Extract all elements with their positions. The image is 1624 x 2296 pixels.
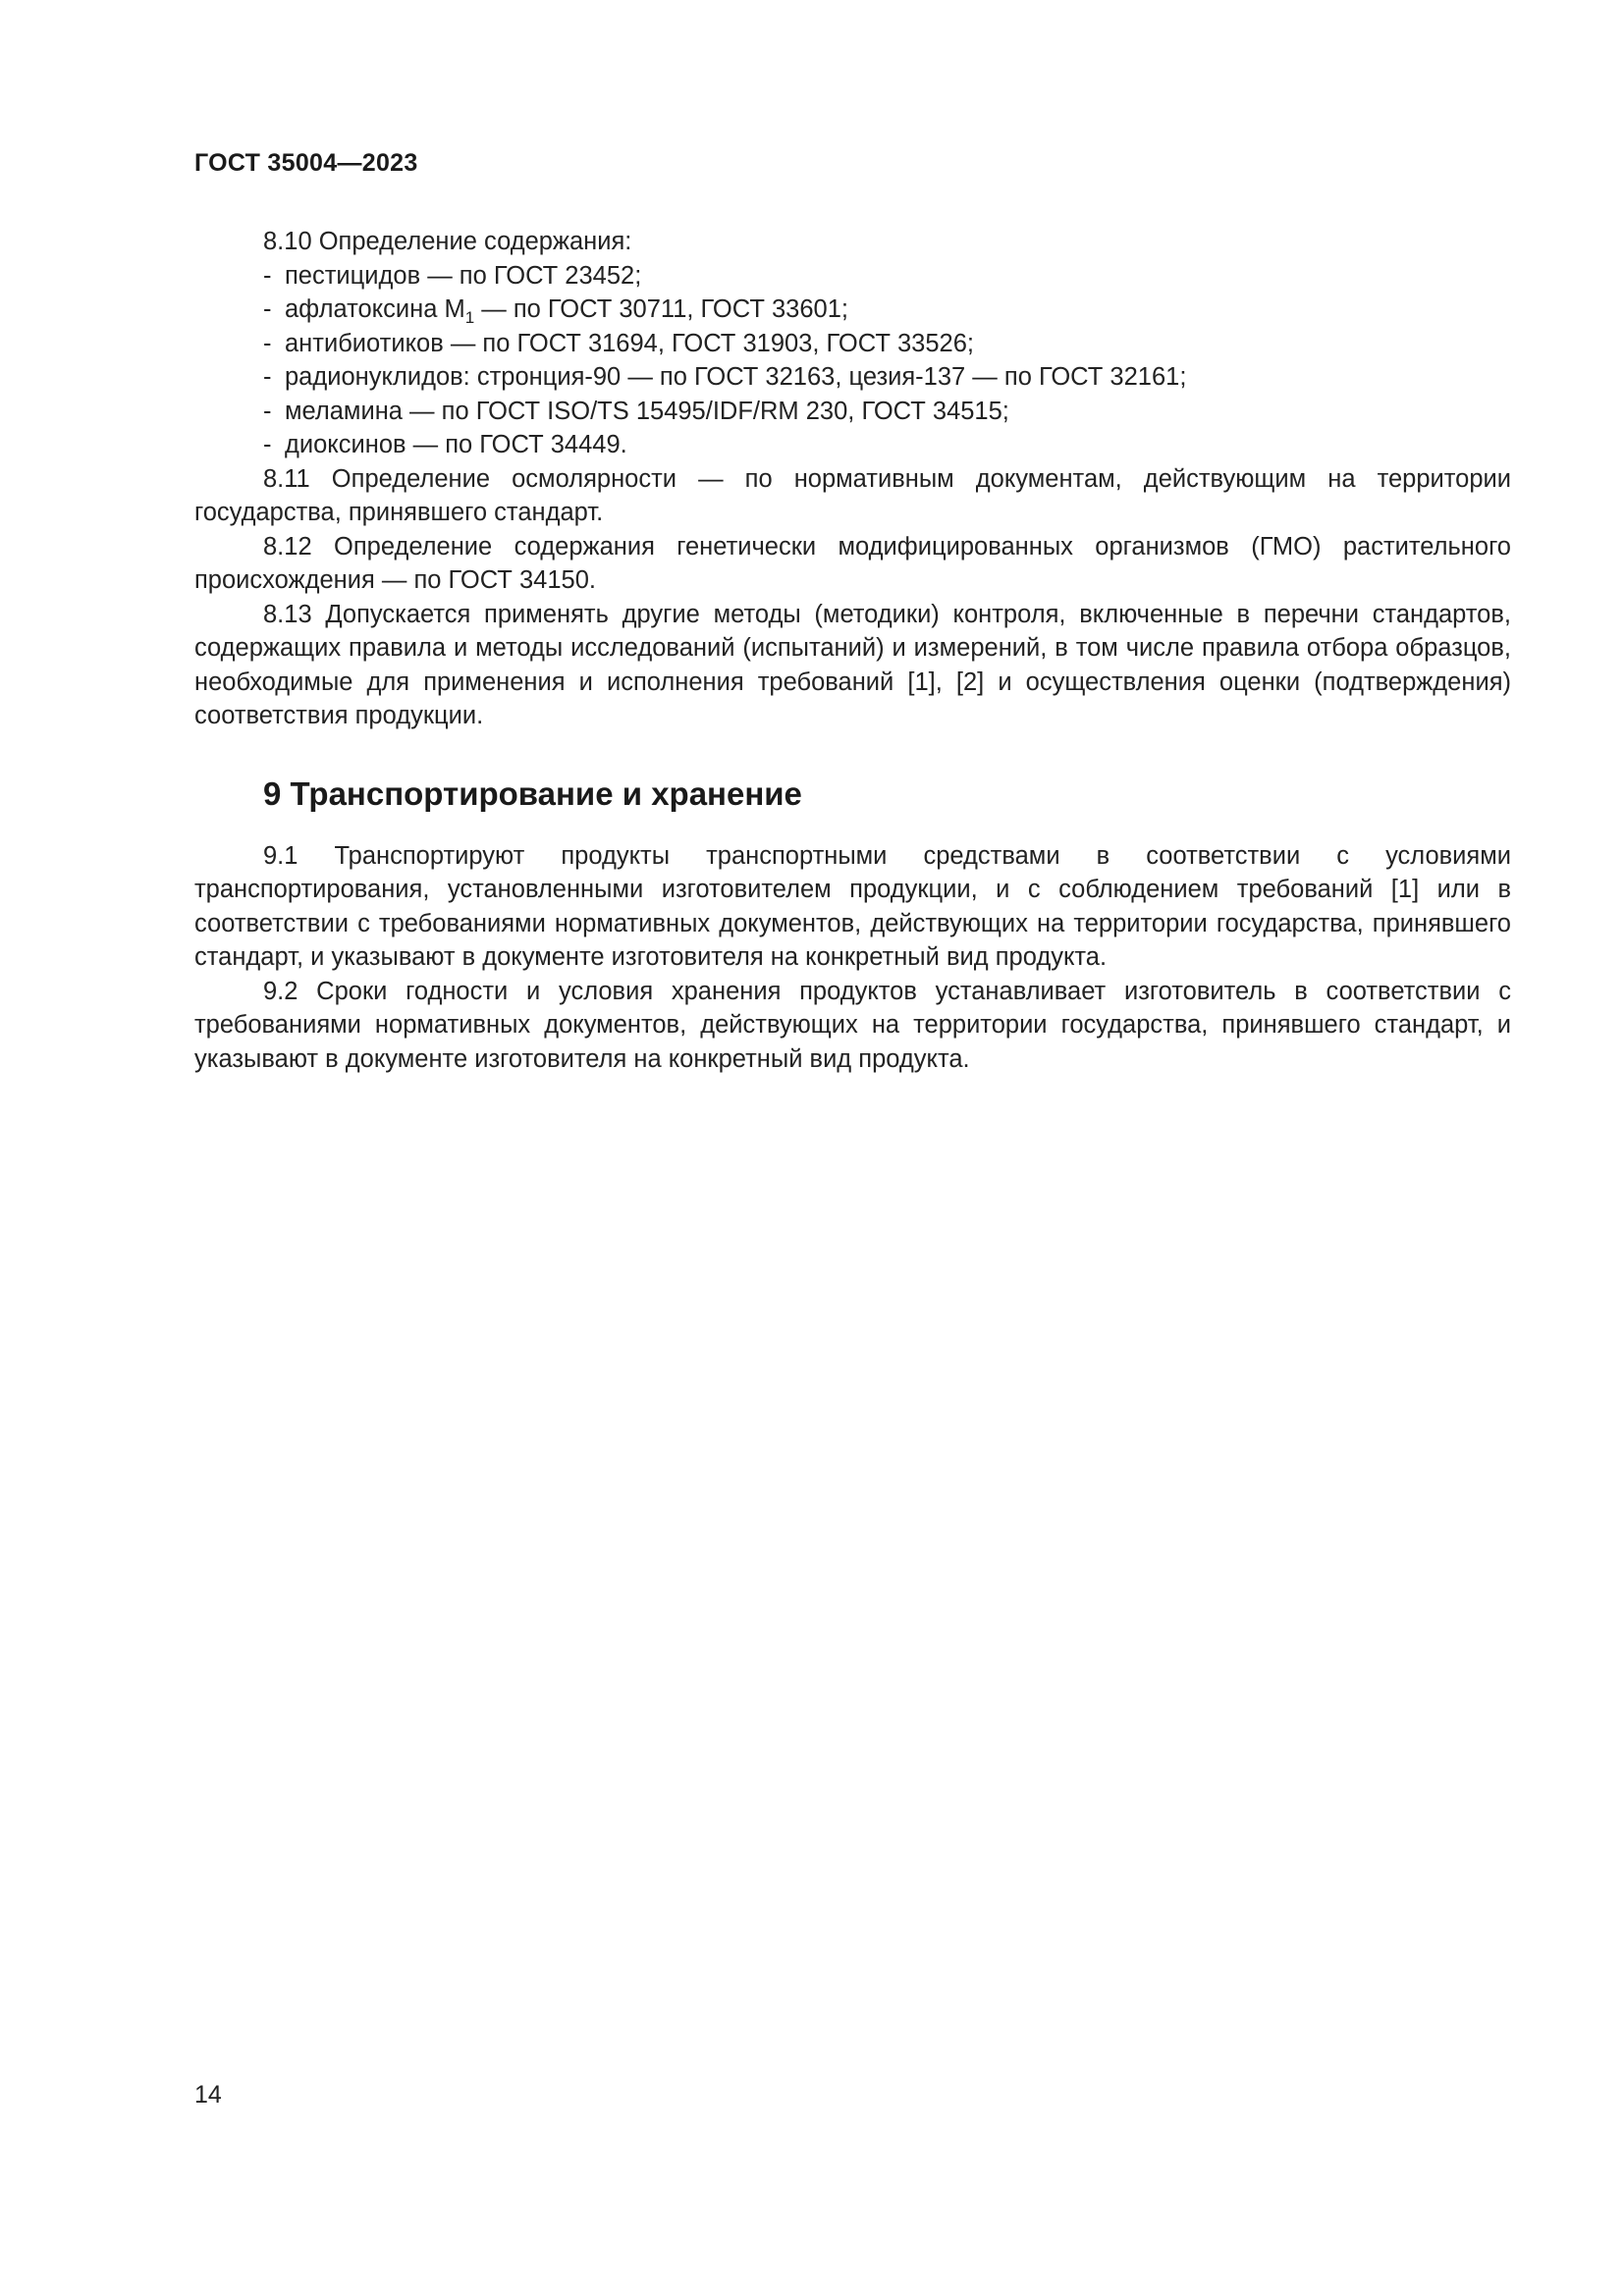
list-dash: -: [263, 261, 272, 290]
list-dash: -: [263, 363, 272, 391]
list-item-text: радионуклидов: стронция-90 — по ГОСТ 32163, цезия-137 — по ГОСТ 32161;: [285, 363, 1187, 391]
paragraph-8-10: 8.10 Определение содержания:: [263, 228, 632, 255]
list-dash: -: [263, 329, 272, 357]
list-item-text: антибиотиков — по ГОСТ 31694, ГОСТ 31903, ГОСТ 33526;: [285, 329, 974, 357]
paragraph-8-12: 8.12 Определение содержания генетически модифицированных организмов (ГМО) растительного происхождения — по ГОСТ 34150.: [194, 532, 1511, 594]
paragraph-8-11: 8.11 Определение осмолярности — по нормативным документам, действующим на территории государства, принявшего стандарт.: [194, 464, 1511, 526]
list-dash: -: [263, 431, 272, 458]
list-item-text: афлатоксина М: [285, 295, 465, 323]
list-item-pesticides: [194, 259, 1511, 294]
list-item-dioxins: [194, 428, 1511, 462]
paragraph-9-1: 9.1 Транспортируют продукты транспортными средствами в соответствии с условиями транспортирования, установленными изготовителем продукции, и с соблюдением требований [1] или в соответствии с требованиями нормативных документов, действующих на территории государства, принявшего стандарт, и указывают в документе изготовителя на конкретный вид продукта.: [194, 841, 1511, 971]
page-number: 14: [194, 2081, 222, 2109]
paragraph-9-2: 9.2 Сроки годности и условия хранения продуктов устанавливает изготовитель в соответствии с требованиями нормативных документов, действующих на территории государства, принявшего стандарт, и указывают в документе изготовителя на конкретный вид продукта.: [194, 977, 1511, 1073]
list-item-text: — по ГОСТ 30711, ГОСТ 33601;: [474, 295, 848, 323]
page-content: [194, 225, 1511, 1076]
list-item-melamine: [194, 395, 1511, 429]
paragraph-8-13: 8.13 Допускается применять другие методы (методики) контроля, включенные в перечни стандартов, содержащих правила и методы исследований (испытаний) и измерений, в том числе правила отбора образцов, необходимые для применения и исполнения требований [1], [2] и осуществления оценки (подтверждения) соответствия продукции.: [194, 600, 1511, 729]
list-dash: -: [263, 397, 272, 425]
list-item-text: меламина — по ГОСТ ISO/TS 15495/IDF/RM 230, ГОСТ 34515;: [285, 397, 1009, 425]
subscript: 1: [464, 308, 475, 327]
list-item-text: пестицидов — по ГОСТ 23452;: [285, 261, 642, 290]
list-item-radionuclides: [194, 360, 1511, 395]
list-dash: -: [263, 295, 272, 323]
section-9-title: 9 Транспортирование и хранение: [263, 774, 802, 812]
list-item-text: диоксинов — по ГОСТ 34449.: [285, 431, 627, 458]
list-item-antibiotics: [194, 327, 1511, 361]
list-item-aflatoxin: [194, 293, 1511, 327]
document-code-header: ГОСТ 35004—2023: [194, 149, 418, 177]
